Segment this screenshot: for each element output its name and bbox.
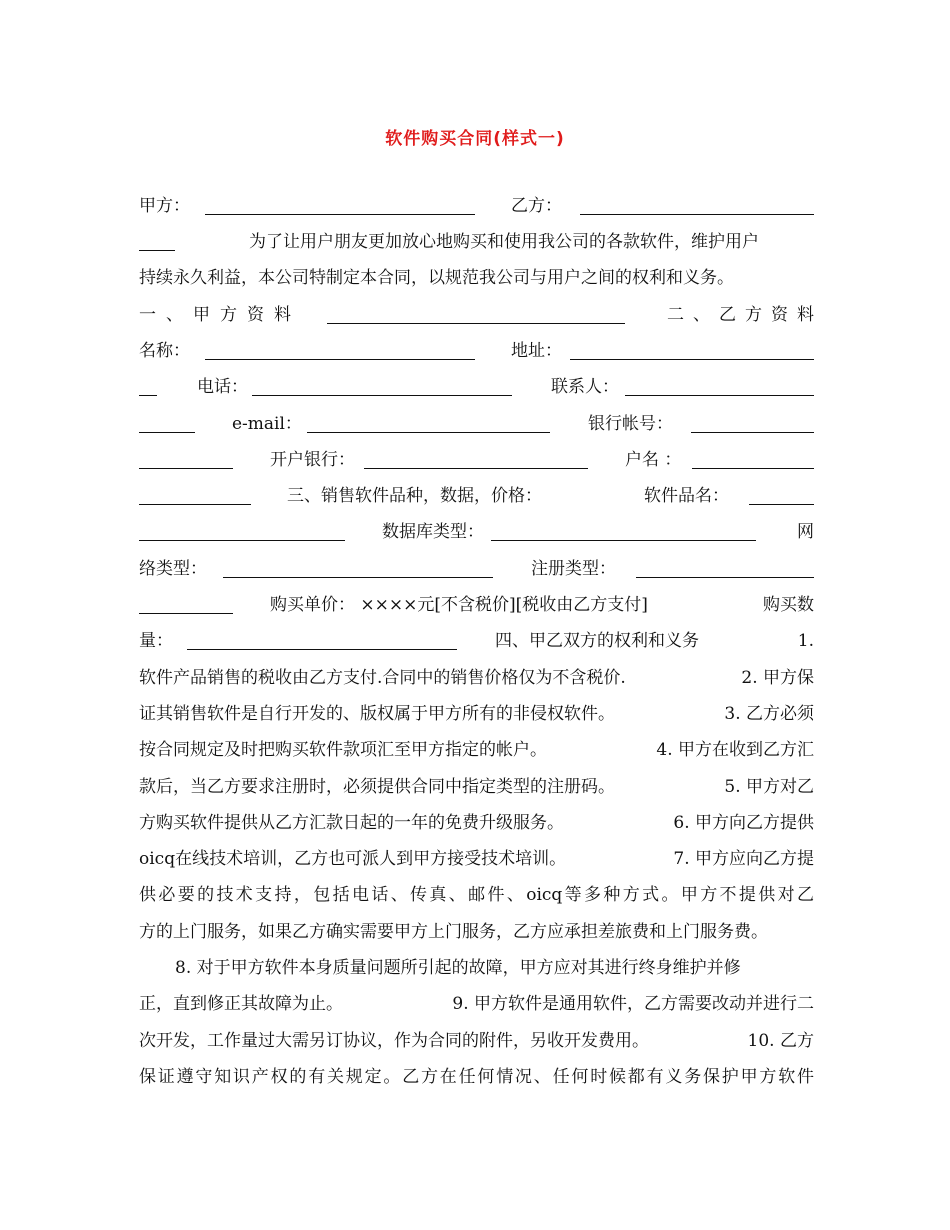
body-line bbox=[139, 877, 814, 913]
party-b-label: 乙方： bbox=[511, 196, 562, 216]
database-type-blank bbox=[491, 514, 756, 541]
name-address-line bbox=[139, 333, 814, 369]
section-2-heading: 二、乙方资料 bbox=[667, 305, 823, 325]
party-a-label: 甲方： bbox=[139, 196, 190, 216]
bank-account-blank-cont bbox=[139, 442, 233, 469]
database-type-label: 数据库类型： bbox=[382, 522, 484, 542]
contact-label: 联系人： bbox=[551, 377, 619, 397]
email-label: e-mail： bbox=[232, 414, 302, 434]
product-name-blank-cont bbox=[139, 514, 345, 541]
email-bank-line bbox=[139, 406, 814, 442]
product-line bbox=[139, 478, 814, 514]
body-line bbox=[139, 696, 814, 732]
intro-line-2 bbox=[139, 260, 814, 296]
account-name-blank-cont bbox=[139, 478, 251, 505]
document-title: 软件购买合同(样式一) bbox=[385, 129, 565, 149]
body-line bbox=[139, 805, 814, 841]
clause-5-start: 5. 甲方对乙 bbox=[724, 777, 814, 797]
clause-9-text: 次开发，工作量过大需另订协议，作为合同的附件，另收开发费用。 bbox=[139, 1031, 649, 1051]
party-a-blank bbox=[205, 188, 475, 215]
network-type-label-end: 络类型： bbox=[139, 559, 207, 579]
quantity-line bbox=[139, 623, 814, 659]
section-info-line bbox=[139, 297, 823, 333]
phone-label: 电话： bbox=[197, 377, 248, 397]
database-line bbox=[139, 514, 814, 550]
clause-10-start: 10. 乙方 bbox=[747, 1031, 814, 1051]
clause-4-start: 4. 甲方在收到乙方汇 bbox=[656, 740, 814, 760]
clause-8-text-end: 正，直到修正其故障为止。 bbox=[139, 994, 343, 1014]
phone-blank bbox=[252, 369, 512, 396]
clause-1-text: 软件产品销售的税收由乙方支付.合同中的销售价格仅为不含税价. bbox=[139, 668, 626, 688]
clause-8-text: 8. 对于甲方软件本身质量问题所引起的故障，甲方应对其进行终身维护并修 bbox=[175, 958, 741, 978]
section-4-heading: 四、甲乙双方的权利和义务 bbox=[495, 631, 699, 651]
registration-type-blank-cont bbox=[139, 587, 233, 614]
section-1-blank bbox=[327, 297, 625, 324]
contact-blank-cont bbox=[139, 406, 195, 433]
clause-1-number: 1. bbox=[797, 631, 814, 651]
clause-3-start: 3. 乙方必须 bbox=[724, 704, 814, 724]
name-label: 名称： bbox=[139, 341, 190, 361]
party-b-blank-cont bbox=[139, 224, 175, 251]
unit-price-text: 购买单价： ××××元[不含税价][税收由乙方支付] bbox=[270, 595, 648, 615]
section-3-heading: 三、销售软件品种，数据，价格： bbox=[287, 486, 542, 506]
registration-type-blank bbox=[636, 551, 814, 578]
body-line bbox=[139, 769, 814, 805]
body-line bbox=[139, 950, 814, 986]
quantity-label-start: 购买数 bbox=[763, 595, 814, 615]
intro-line-1 bbox=[139, 224, 814, 260]
bank-account-blank bbox=[691, 406, 814, 433]
party-line bbox=[139, 188, 814, 224]
quantity-label-end: 量： bbox=[139, 631, 173, 651]
body-line bbox=[139, 732, 814, 768]
intro-text-2: 持续永久利益，本公司特制定本合同，以规范我公司与用户之间的权利和义务。 bbox=[139, 268, 734, 288]
body-line bbox=[139, 1059, 814, 1095]
contact-blank bbox=[625, 369, 814, 396]
address-blank bbox=[570, 333, 814, 360]
clause-5-text: 方购买软件提供从乙方汇款日起的一年的免费升级服务。 bbox=[139, 813, 564, 833]
product-name-label: 软件品名： bbox=[644, 486, 729, 506]
account-name-label: 户名 ： bbox=[625, 450, 682, 470]
body-line bbox=[139, 914, 829, 950]
party-b-blank bbox=[580, 188, 814, 215]
name-blank bbox=[205, 333, 475, 360]
price-line bbox=[139, 587, 814, 623]
clause-6-start: 6. 甲方向乙方提供 bbox=[673, 813, 814, 833]
bank-label: 开户银行： bbox=[270, 450, 355, 470]
clause-2-start: 2. 甲方保 bbox=[741, 668, 814, 688]
body-line bbox=[139, 841, 814, 877]
bank-name-line bbox=[139, 442, 814, 478]
clause-9-start: 9. 甲方软件是通用软件，乙方需要改动并进行二 bbox=[452, 994, 814, 1014]
bank-blank bbox=[364, 442, 588, 469]
clause-3-text: 按合同规定及时把购买软件款项汇至甲方指定的帐户。 bbox=[139, 740, 547, 760]
registration-type-label: 注册类型： bbox=[531, 559, 616, 579]
quantity-blank bbox=[187, 623, 457, 650]
phone-contact-line bbox=[139, 369, 814, 405]
clause-7-text: 供必要的技术支持，包括电话、传真、邮件、oicq等多种方式。甲方不提供对乙 bbox=[139, 885, 814, 905]
intro-text-1: 为了让用户朋友更加放心地购买和使用我公司的各款软件，维护用户 bbox=[249, 232, 759, 252]
email-blank bbox=[307, 406, 550, 433]
network-type-label-start: 网 bbox=[797, 522, 814, 542]
product-name-blank bbox=[749, 478, 814, 505]
clause-2-text: 证其销售软件是自行开发的、版权属于甲方所有的非侵权软件。 bbox=[139, 704, 615, 724]
account-name-blank bbox=[692, 442, 814, 469]
clause-7-start: 7. 甲方应向乙方提 bbox=[673, 849, 814, 869]
body-line bbox=[139, 986, 814, 1022]
bank-account-label: 银行帐号： bbox=[588, 414, 673, 434]
address-blank-cont bbox=[139, 369, 157, 396]
clause-6-text: oicq在线技术培训，乙方也可派人到甲方接受技术培训。 bbox=[139, 849, 567, 869]
network-line bbox=[139, 551, 814, 587]
clause-4-text: 款后，当乙方要求注册时，必须提供合同中指定类型的注册码。 bbox=[139, 777, 615, 797]
section-1-heading: 一、甲方资料 bbox=[139, 305, 301, 325]
clause-7-text-end: 方的上门服务，如果乙方确实需要甲方上门服务，乙方应承担差旅费和上门服务费。 bbox=[139, 922, 768, 942]
network-type-blank bbox=[223, 551, 493, 578]
clause-10-text: 保证遵守知识产权的有关规定。乙方在任何情况、任何时候都有义务保护甲方软件 bbox=[139, 1067, 814, 1087]
body-line bbox=[139, 1023, 814, 1059]
address-label: 地址： bbox=[511, 341, 562, 361]
body-line bbox=[139, 660, 814, 696]
